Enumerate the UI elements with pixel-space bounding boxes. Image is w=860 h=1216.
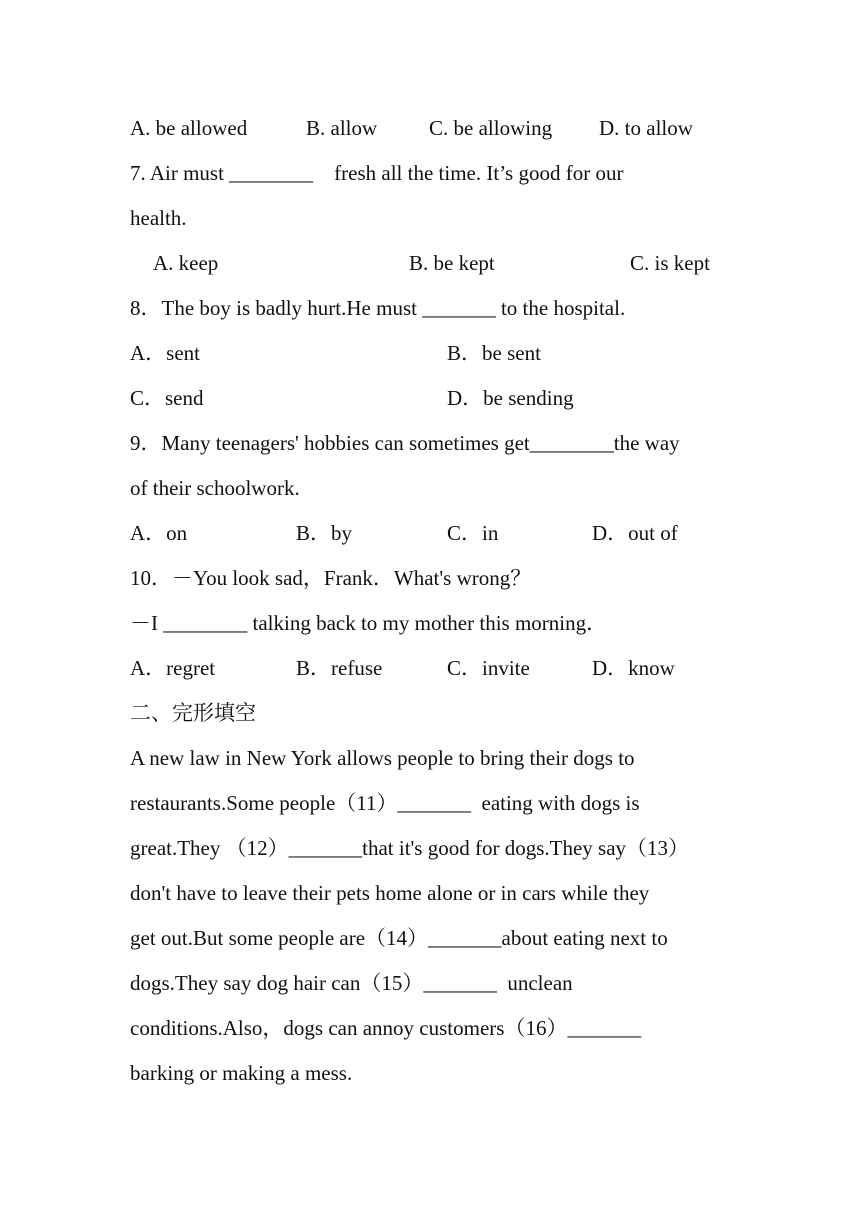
q8-option-d: D．be sending [447,386,574,410]
q10-option-c: C．invite [447,656,530,680]
passage-line: restaurants.Some people（11）_______ eating with dogs is [130,791,640,815]
q6-option-b: B. allow [306,116,378,140]
q7-stem-line1: 7. Air must ________ fresh all the time. It’s good for our [130,161,624,185]
q7-option-c: C. is kept [630,251,710,275]
section-heading: 二、完形填空 [130,701,256,725]
q9-option-a: A．on [130,521,188,545]
passage-line: A new law in New York allows people to bring their dogs to [130,746,635,770]
q8-option-b: B．be sent [447,341,541,365]
q6-option-c: C. be allowing [429,116,553,140]
passage-line: get out.But some people are（14）_______about eating next to [130,926,668,950]
q9-stem-line2: of their schoolwork. [130,476,300,500]
q6-option-a: A. be allowed [130,116,248,140]
q8-option-a: A．sent [130,341,200,365]
q10-stem-line1: 10．－You look sad，Frank．What's wrong？ [130,566,532,590]
q8-stem: 8．The boy is badly hurt.He must _______ to the hospital. [130,296,626,320]
q6-option-d: D. to allow [599,116,693,140]
passage-line: don't have to leave their pets home alone or in cars while they [130,881,650,905]
q10-option-d: D．know [592,656,675,680]
passage-line: conditions.Also，dogs can annoy customers（16）_______ [130,1016,641,1040]
q7-stem-line2: health. [130,206,187,230]
q8-option-c: C．send [130,386,204,410]
passage-line: dogs.They say dog hair can（15）_______ unclean [130,971,573,995]
q10-option-a: A．regret [130,656,216,680]
passage-line: great.They （12）_______that it's good for dogs.They say（13） [130,836,690,860]
q9-option-b: B．by [296,521,353,545]
q7-option-a: A. keep [153,251,219,275]
q10-option-b: B．refuse [296,656,383,680]
q9-stem-line1: 9．Many teenagers' hobbies can sometimes get________the way [130,431,680,455]
q7-option-b: B. be kept [409,251,495,275]
q9-option-d: D．out of [592,521,678,545]
passage-line: barking or making a mess. [130,1061,353,1085]
q9-option-c: C．in [447,521,499,545]
q10-stem-line2: －I ________ talking back to my mother this morning． [130,611,608,635]
